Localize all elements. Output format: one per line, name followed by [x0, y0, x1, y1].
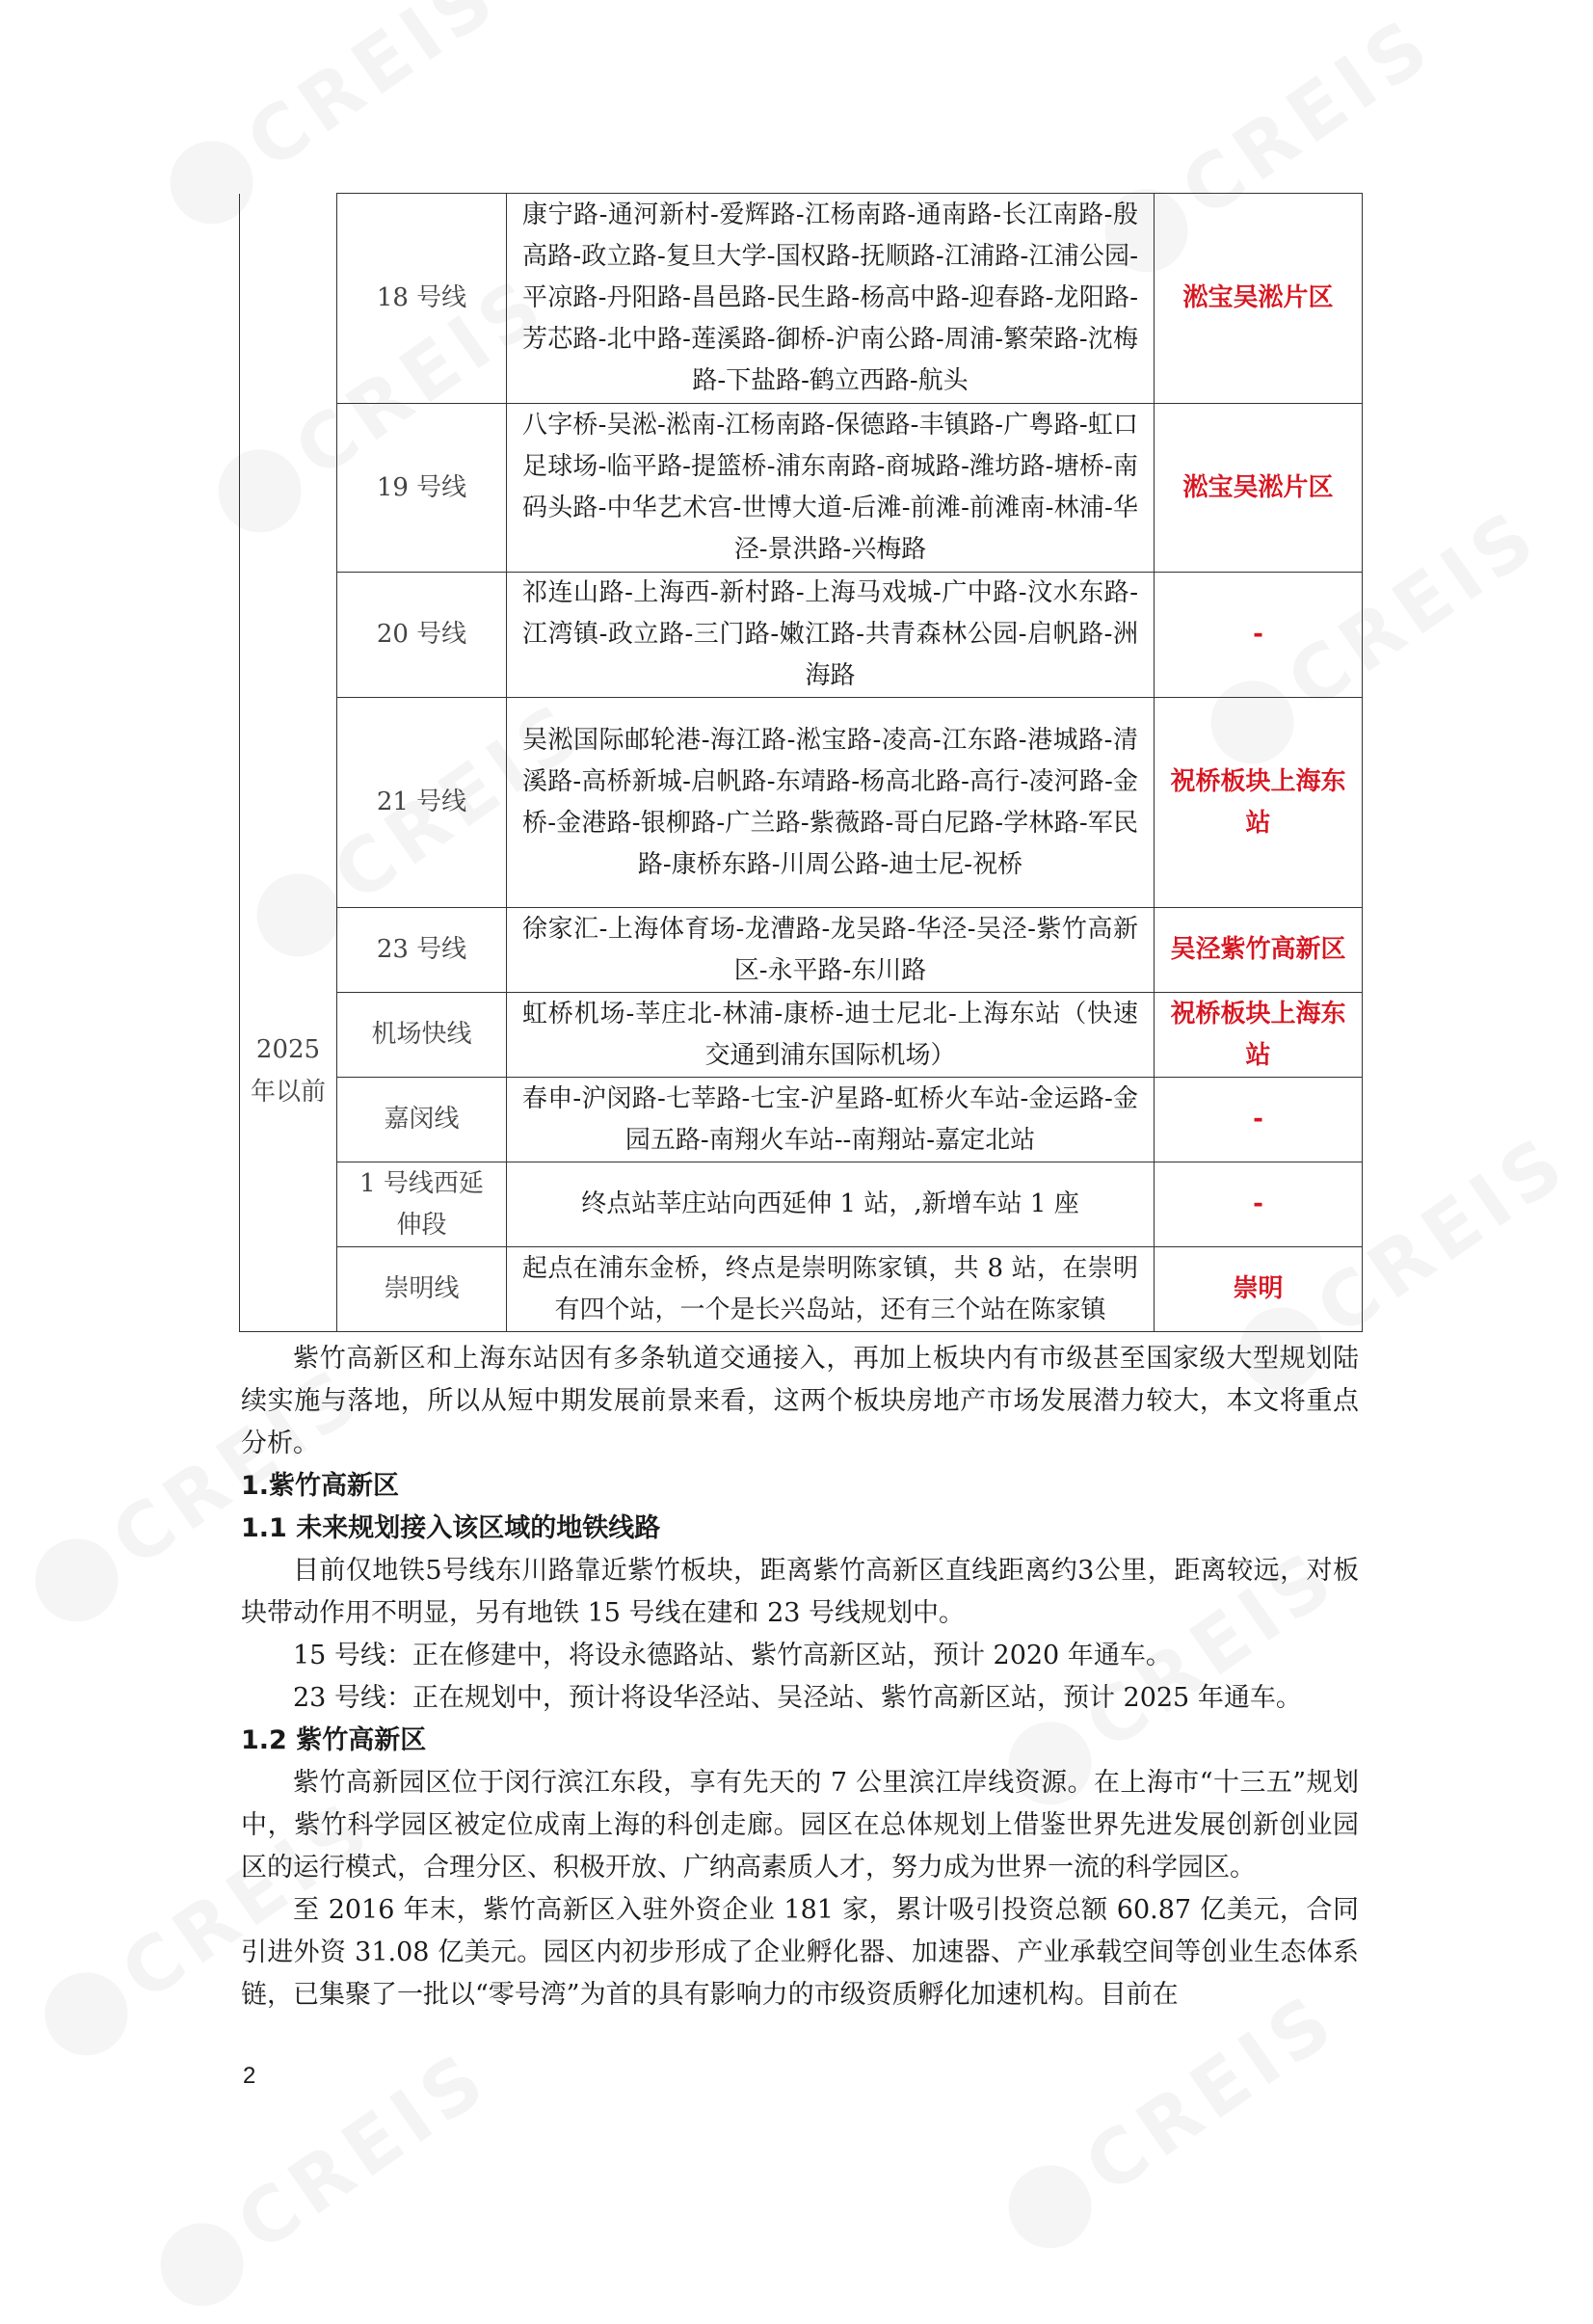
stations-cell: 康宁路-通河新村-爱辉路-江杨南路-通南路-长江南路-殷高路-政立路-复旦大学-国权路-抚顺路-江浦路-江浦公园-平凉路-丹阳路-昌邑路-民生路-杨高中路-迎春路-龙阳路-芳芯路-北中路-莲溪路-御桥-沪南公路-周浦-繁荣路-沈梅路-下盐路-鹤立西路-航头 [507, 194, 1155, 404]
stations-cell: 徐家汇-上海体育场-龙漕路-龙吴路-华泾-吴泾-紫竹高新区-永平路-东川路 [507, 908, 1155, 993]
stations-cell: 春申-沪闵路-七莘路-七宝-沪星路-虹桥火车站-金运路-金园五路-南翔火车站--南翔站-嘉定北站 [507, 1078, 1155, 1162]
year-cell [240, 194, 337, 1332]
line-name-cell: 崇明线 [337, 1247, 507, 1332]
area-cell: - [1155, 573, 1363, 698]
area-cell: 祝桥板块上海东站 [1155, 698, 1363, 908]
paragraph: 23 号线：正在规划中，预计将设华泾站、吴泾站、紫竹高新区站，预计 2025 年通车。 [293, 1683, 1302, 1713]
watermark-text [222, 2034, 505, 2268]
area-cell: 淞宝吴淞片区 [1155, 194, 1363, 404]
watermark-text [231, 0, 515, 186]
area-cell: - [1155, 1162, 1363, 1247]
table-row [240, 1247, 1363, 1332]
line-name-cell: 20 号线 [337, 573, 507, 698]
stations-cell: 虹桥机场-莘庄北-林浦-康桥-迪士尼北-上海东站（快速交通到浦东国际机场） [507, 993, 1155, 1078]
area-cell: - [1155, 1078, 1363, 1162]
watermark-seal-icon [19, 1522, 135, 1638]
line-name-cell: 嘉闵线 [337, 1078, 507, 1162]
metro-lines-table [239, 193, 1363, 1332]
watermark-seal-icon [29, 1956, 145, 2071]
table-row [240, 1162, 1363, 1247]
subsection-heading: 1.2 紫竹高新区 [241, 1725, 427, 1755]
area-cell: 吴泾紫竹高新区 [1155, 908, 1363, 993]
paragraph: 15 号线：正在修建中，将设永德路站、紫竹高新区站，预计 2020 年通车。 [293, 1641, 1172, 1670]
table-row [240, 908, 1363, 993]
paragraph: 目前仅地铁5号线东川路靠近紫竹板块，距离紫竹高新区直线距离约3公里，距离较远，对板块带动作用不明显，另有地铁 15 号线在建和 23 号线规划中。 [241, 1556, 1359, 1628]
page-number: 2 [243, 2063, 256, 2089]
line-name-cell: 19 号线 [337, 404, 507, 573]
table-row [240, 1078, 1363, 1162]
area-cell: 崇明 [1155, 1247, 1363, 1332]
table-row [240, 993, 1363, 1078]
stations-cell: 八字桥-吴淞-淞南-江杨南路-保德路-丰镇路-广粤路-虹口足球场-临平路-提篮桥-浦东南路-商城路-潍坊路-塘桥-南码头路-中华艺术宫-世博大道-后滩-前滩-前滩南-林浦-华泾-景洪路-兴梅路 [507, 404, 1155, 573]
area-cell: 淞宝吴淞片区 [1155, 404, 1363, 573]
year-label: 2025年以前 [250, 1034, 326, 1107]
article-body [241, 1338, 1359, 2017]
table-row [240, 404, 1363, 573]
table-row [240, 698, 1363, 908]
subsection-heading: 1.1 未来规划接入该区域的地铁线路 [241, 1513, 661, 1543]
line-name-cell: 18 号线 [337, 194, 507, 404]
table-row [240, 573, 1363, 698]
stations-cell: 起点在浦东金桥，终点是崇明陈家镇，共 8 站，在崇明有四个站，一个是长兴岛站，还有三个站在陈家镇 [507, 1247, 1155, 1332]
line-name-cell: 机场快线 [337, 993, 507, 1078]
line-name-cell: 23 号线 [337, 908, 507, 993]
line-name-cell: 21 号线 [337, 698, 507, 908]
watermark-seal-icon [145, 2206, 260, 2322]
paragraph: 紫竹高新园区位于闵行滨江东段，享有先天的 7 公里滨江岸线资源。在上海市“十三五”规划中，紫竹科学园区被定位成南上海的科创走廊。园区在总体规划上借鉴世界先进发展创新创业园区的运行模式，合理分区、积极开放、广纳高素质人才，努力成为世界一流的科学园区。 [241, 1768, 1359, 1883]
stations-cell: 吴淞国际邮轮港-海江路-淞宝路-凌高-江东路-港城路-清溪路-高桥新城-启帆路-东靖路-杨高北路-高行-凌河路-金桥-金港路-银柳路-广兰路-紫薇路-哥白尼路-学林路-军民路-康桥东路-川周公路-迪士尼-祝桥 [507, 698, 1155, 908]
creis-watermark [144, 2043, 493, 2324]
creis-watermark [992, 1985, 1341, 2266]
watermark-seal-icon [993, 2149, 1108, 2264]
area-cell: 祝桥板块上海东站 [1155, 993, 1363, 1078]
intro-paragraph: 紫竹高新区和上海东站因有多条轨道交通接入，再加上板块内有市级甚至国家级大型规划陆续实施与落地，所以从短中期发展前景来看，这两个板块房地产市场发展潜力较大，本文将重点分析。 [241, 1344, 1359, 1458]
section-heading: 1.紫竹高新区 [241, 1471, 400, 1501]
stations-cell: 终点站莘庄站向西延伸 1 站，,新增车站 1 座 [507, 1162, 1155, 1247]
table-row [240, 194, 1363, 404]
paragraph: 至 2016 年末，紫竹高新区入驻外资企业 181 家，累计吸引投资总额 60.87 亿美元，合同引进外资 31.08 亿美元。园区内初步形成了企业孵化器、加速器、产业承载空间等创业生态体系链，已集聚了一批以“零号湾”为首的具有影响力的市级资质孵化加速机构。目前在 [241, 1895, 1359, 2010]
stations-cell: 祁连山路-上海西-新村路-上海马戏城-广中路-汶水东路-江湾镇-政立路-三门路-嫩江路-共青森林公园-启帆路-洲海路 [507, 573, 1155, 698]
line-name-cell: 1 号线西延伸段 [337, 1162, 507, 1247]
